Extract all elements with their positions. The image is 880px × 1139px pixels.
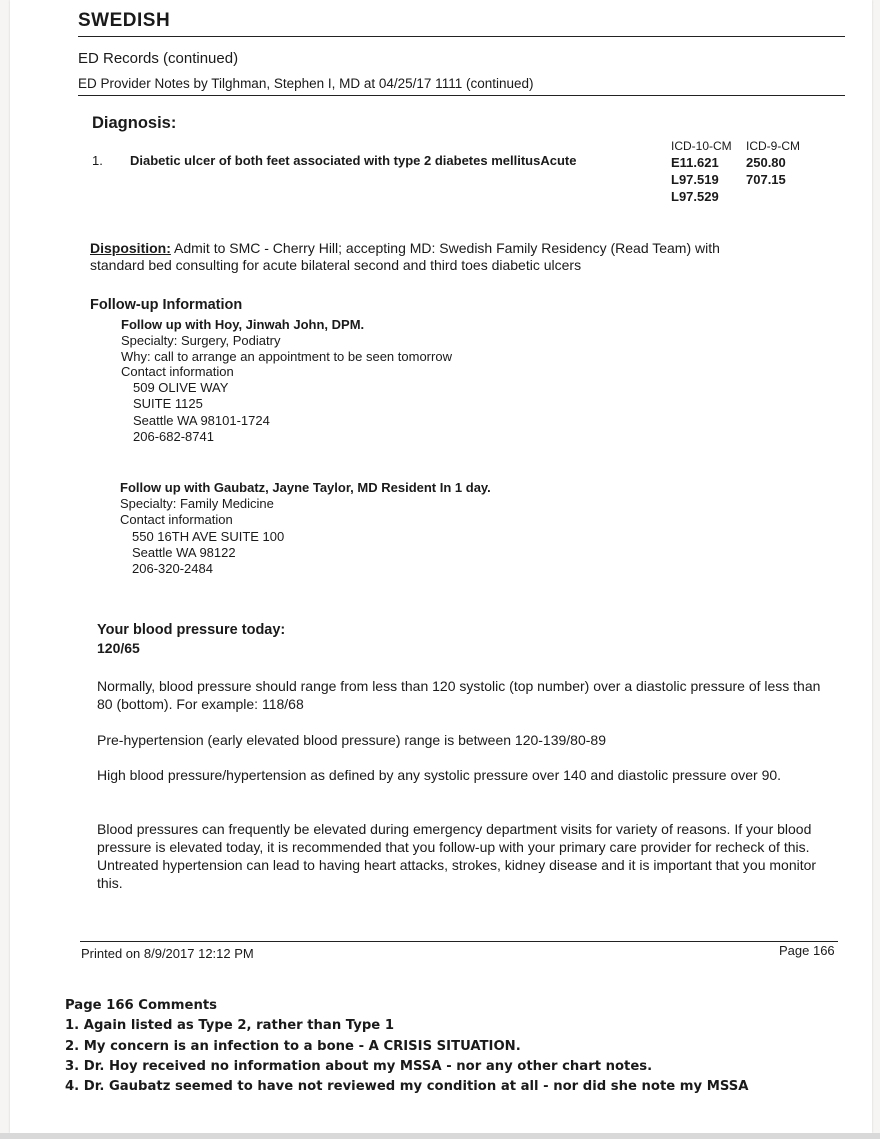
printed-date: Printed on 8/9/2017 12:12 PM — [81, 946, 254, 961]
bp-value: 120/65 — [97, 640, 140, 656]
diagnosis-number: 1. — [92, 153, 103, 168]
followup-specialty: Specialty: Family Medicine — [120, 496, 274, 511]
bp-paragraph: Pre-hypertension (early elevated blood pressure) range is between 120-139/80-89 — [97, 732, 606, 748]
followup-contact-label: Contact information — [120, 512, 233, 527]
provider-line: ED Provider Notes by Tilghman, Stephen I, MD at 04/25/17 1111 (continued) — [78, 76, 534, 91]
diagnosis-text: Diabetic ulcer of both feet associated with type 2 diabetes mellitusAcute — [130, 153, 577, 168]
icd10-header: ICD-10-CM — [671, 139, 732, 153]
comment-item: 1. Again listed as Type 2, rather than Type 1 — [65, 1018, 394, 1033]
followup-contact-label: Contact information — [121, 364, 234, 379]
comment-item: 2. My concern is an infection to a bone - A CRISIS SITUATION. — [65, 1039, 521, 1054]
diagnosis-title: Diagnosis: — [92, 114, 177, 132]
comment-item: 3. Dr. Hoy received no information about my MSSA - nor any other chart notes. — [65, 1059, 653, 1074]
icd10-code: L97.519 — [671, 172, 719, 187]
disposition-block — [90, 240, 810, 274]
footer-rule — [80, 941, 838, 942]
followup-phone: 206-682-8741 — [133, 429, 214, 444]
icd10-code: E11.621 — [671, 155, 719, 170]
followup-address: 509 OLIVE WAY — [133, 380, 229, 395]
followup-why: Why: call to arrange an appointment to be seen tomorrow — [121, 349, 452, 364]
followup-address: 550 16TH AVE SUITE 100 — [132, 529, 285, 544]
disposition-line2: standard bed consulting for acute bilateral second and third toes diabetic ulcers — [90, 257, 582, 273]
followup-title: Follow-up Information — [90, 297, 243, 313]
bp-paragraph: High blood pressure/hypertension as defined by any systolic pressure over 140 and diastolic pressure over 90. — [97, 767, 782, 783]
followup-phone: 206-320-2484 — [132, 561, 213, 576]
bp-title: Your blood pressure today: — [97, 622, 286, 638]
header-rule — [78, 36, 845, 37]
comment-item: 4. Dr. Gaubatz seemed to have not reviewed my condition at all - nor did she note my MSSA — [65, 1079, 749, 1094]
bp-paragraph: Blood pressures can frequently be elevated during emergency department visits for variety of reasons. If your blood pressure is elevated today, it is recommended that you follow-up with your primary care provider for recheck of this. Untreated hypertension can lead to having heart attacks, strokes, kidney disease and it is important that you monitor this. — [97, 821, 817, 891]
brand-title: SWEDISH — [78, 10, 171, 31]
followup-heading: Follow up with Hoy, Jinwah John, DPM. — [121, 317, 365, 332]
followup-city: Seattle WA 98101-1724 — [133, 413, 270, 428]
scan-edge — [0, 1133, 880, 1139]
disposition-label: Disposition: — [90, 240, 171, 256]
followup-address: SUITE 1125 — [133, 396, 203, 411]
disposition-line1: Admit to SMC - Cherry Hill; accepting MD: Swedish Family Residency (Read Team) with — [174, 240, 720, 256]
icd10-code: L97.529 — [671, 189, 719, 204]
page-number: Page 166 — [779, 943, 835, 958]
bp-paragraph: Normally, blood pressure should range from less than 120 systolic (top number) over a diastolic pressure of less than 80 (bottom). For example: 118/68 — [97, 678, 821, 712]
followup-city: Seattle WA 98122 — [132, 545, 236, 560]
section-title: ED Records (continued) — [78, 50, 239, 67]
comments-title: Page 166 Comments — [65, 998, 218, 1013]
icd9-header: ICD-9-CM — [746, 139, 800, 153]
icd9-code: 707.15 — [746, 172, 786, 187]
followup-heading: Follow up with Gaubatz, Jayne Taylor, MD Resident In 1 day. — [120, 480, 491, 495]
followup-specialty: Specialty: Surgery, Podiatry — [121, 333, 281, 348]
provider-rule — [78, 95, 845, 96]
icd9-code: 250.80 — [746, 155, 786, 170]
